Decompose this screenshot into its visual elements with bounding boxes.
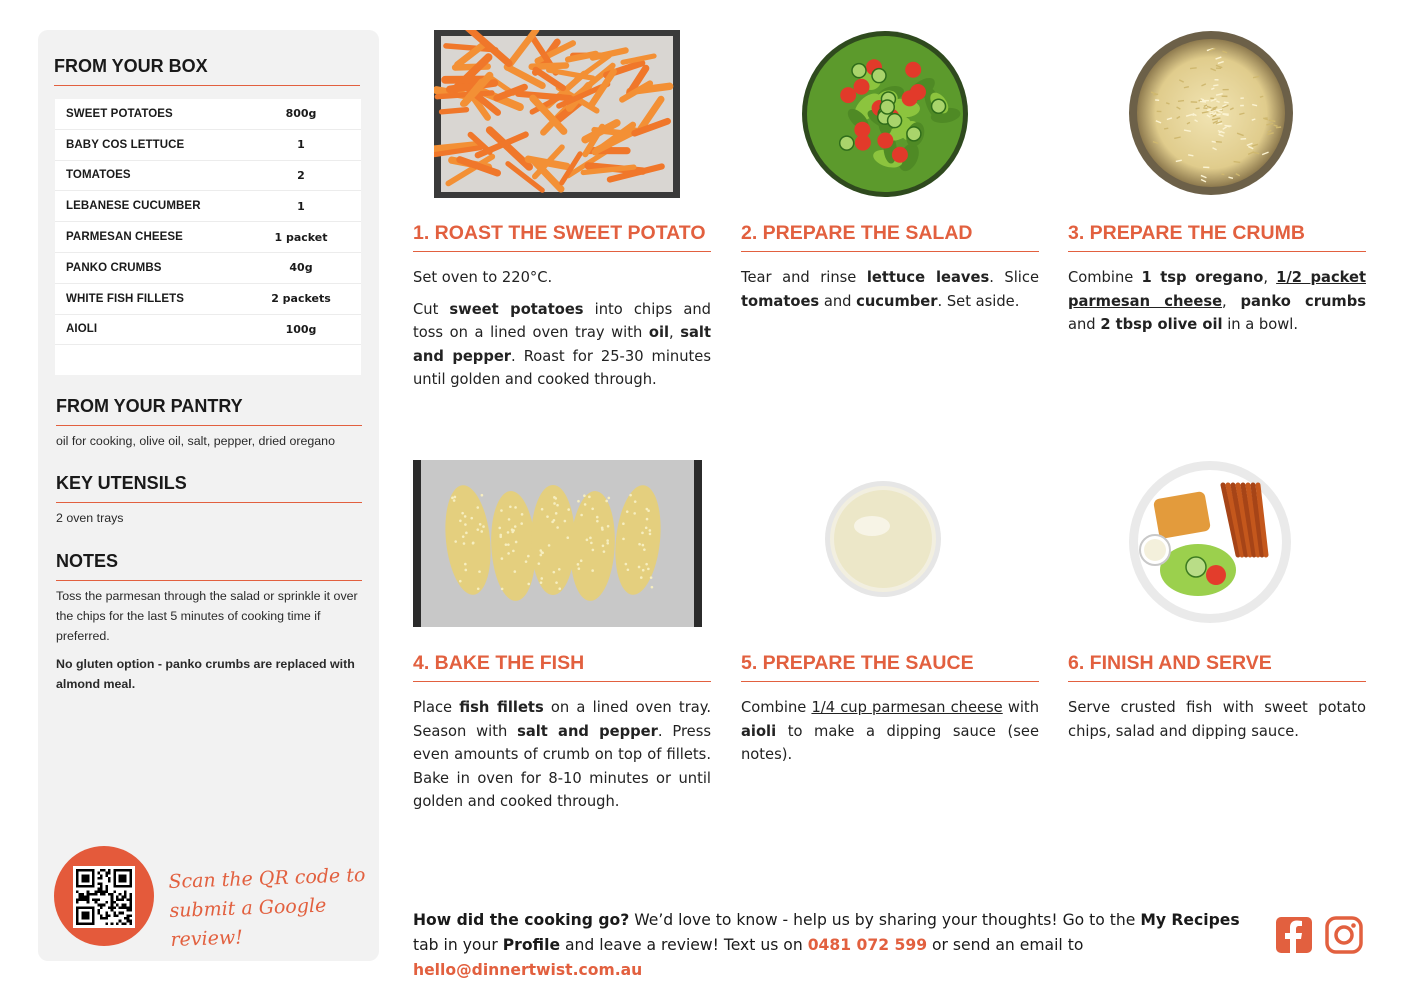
crumbed-fish-tray-photo [413, 460, 702, 627]
step-1-title: 1. ROAST THE SWEET POTATO [413, 222, 711, 252]
step-2-text [741, 266, 1039, 321]
salad-photo [801, 30, 969, 198]
step-3-para-1: Combine 1 tsp oregano, 1/2 packet parmesan cheese, panko crumbs and 2 tbsp olive oil in a bowl. [1068, 269, 1367, 333]
finished-dish-photo [1128, 460, 1292, 624]
facebook-icon[interactable] [1275, 916, 1313, 954]
ingredient-name: BABY COS LETTUCE [66, 138, 185, 151]
ingredient-qty: 2 [297, 168, 305, 182]
step-4-title: 4. BAKE THE FISH [413, 652, 711, 682]
qr-caption-line2: submit a Google review! [169, 894, 327, 951]
ingredient-qty: 100g [285, 322, 317, 336]
footer-bold-text: Profile [502, 936, 561, 954]
qr-code-icon[interactable] [73, 866, 135, 928]
ingredient-qty: 1 [297, 138, 305, 152]
ingredient-name: PARMESAN CHEESE [66, 231, 183, 244]
notes-title: NOTES [56, 551, 362, 581]
footer-bold-text: My Recipes [1140, 911, 1240, 929]
step-5-title: 5. PREPARE THE SAUCE [741, 652, 1039, 682]
step-1-para-1: Set oven to 220°C. [413, 269, 553, 286]
ingredient-row [55, 161, 361, 192]
step-5-para-1: Combine 1/4 cup parmesan cheese with aioli to make a dipping sauce (see notes). [741, 699, 1040, 763]
utensils-text: 2 oven trays [56, 511, 124, 525]
step-2-title: 2. PREPARE THE SALAD [741, 222, 1039, 252]
ingredients-table [55, 99, 361, 375]
ingredient-qty: 2 packets [271, 292, 331, 306]
ingredient-name: SWEET POTATOES [66, 107, 173, 120]
step-1-text [413, 266, 711, 400]
ingredient-row [55, 253, 361, 284]
footer-contact-link[interactable]: 0481 072 599 [807, 936, 928, 954]
ingredient-row [55, 99, 361, 130]
qr-caption [168, 861, 371, 955]
step-6-para-1: Serve crusted fish with sweet potato chips, salad and dipping sauce. [1068, 699, 1366, 740]
footer-text: tab in your [413, 936, 503, 954]
step-6-title: 6. FINISH AND SERVE [1068, 652, 1366, 682]
review-footer [413, 908, 1263, 983]
footer-contact-link[interactable]: hello@dinnertwist.com.au [413, 961, 643, 979]
sweet-potato-tray-photo [434, 30, 680, 198]
ingredient-qty: 800g [285, 107, 317, 121]
step-6-text [1068, 696, 1366, 751]
step-3-title: 3. PREPARE THE CRUMB [1068, 222, 1366, 252]
pantry-text: oil for cooking, olive oil, salt, pepper, dried oregano [56, 434, 335, 448]
dipping-sauce-photo [824, 480, 942, 598]
step-5-text [741, 696, 1039, 775]
ingredient-row [55, 222, 361, 253]
ingredient-qty: 40g [289, 261, 313, 275]
footer-text: or send an email to [927, 936, 1084, 954]
ingredient-row [55, 284, 361, 315]
ingredient-name: LEBANESE CUCUMBER [66, 200, 201, 213]
footer-bold-text: How did the cooking go? [413, 911, 630, 929]
step-4-text [413, 696, 711, 822]
from-your-pantry-title: FROM YOUR PANTRY [56, 396, 362, 426]
footer-text: and leave a review! Text us on [560, 936, 808, 954]
ingredient-name: AIOLI [66, 323, 98, 336]
qr-caption-line1: Scan the QR code to [168, 864, 366, 893]
from-your-box-title: FROM YOUR BOX [54, 56, 360, 86]
step-2-para-1: Tear and rinse lettuce leaves. Slice tomatoes and cucumber. Set aside. [741, 269, 1039, 310]
ingredient-qty: 1 packet [274, 230, 328, 244]
ingredient-row [55, 130, 361, 161]
ingredient-name: TOMATOES [66, 169, 131, 182]
ingredient-row [55, 315, 361, 346]
ingredient-row [55, 191, 361, 222]
ingredients-sidebar [38, 30, 379, 961]
key-utensils-title: KEY UTENSILS [56, 473, 362, 503]
step-4-para-1: Place fish fillets on a lined oven tray. Season with salt and pepper. Press even amounts of crumb on top of fillets. Bake in oven for 8-10 minutes or until golden and cooked through. [413, 699, 711, 810]
instagram-icon[interactable] [1325, 916, 1363, 954]
footer-text: We’d love to know - help us by sharing your thoughts! Go to the [629, 911, 1141, 929]
ingredient-name: WHITE FISH FILLETS [66, 292, 185, 305]
crumb-bowl-photo [1128, 30, 1294, 196]
ingredient-name: PANKO CRUMBS [66, 261, 162, 274]
qr-badge[interactable] [54, 846, 154, 946]
notes-gluten-free: No gluten option - panko crumbs are replaced with almond meal. [56, 657, 355, 691]
ingredient-qty: 1 [297, 199, 305, 213]
step-3-text [1068, 266, 1366, 345]
step-1-para-2: Cut sweet potatoes into chips and toss on a lined oven tray with oil, salt and pepper. Roast for 25-30 minutes until golden and cooked through. [413, 300, 711, 388]
notes-text: Toss the parmesan through the salad or sprinkle it over the chips for the last 5 minutes of cooking time if preferred. [56, 589, 358, 643]
